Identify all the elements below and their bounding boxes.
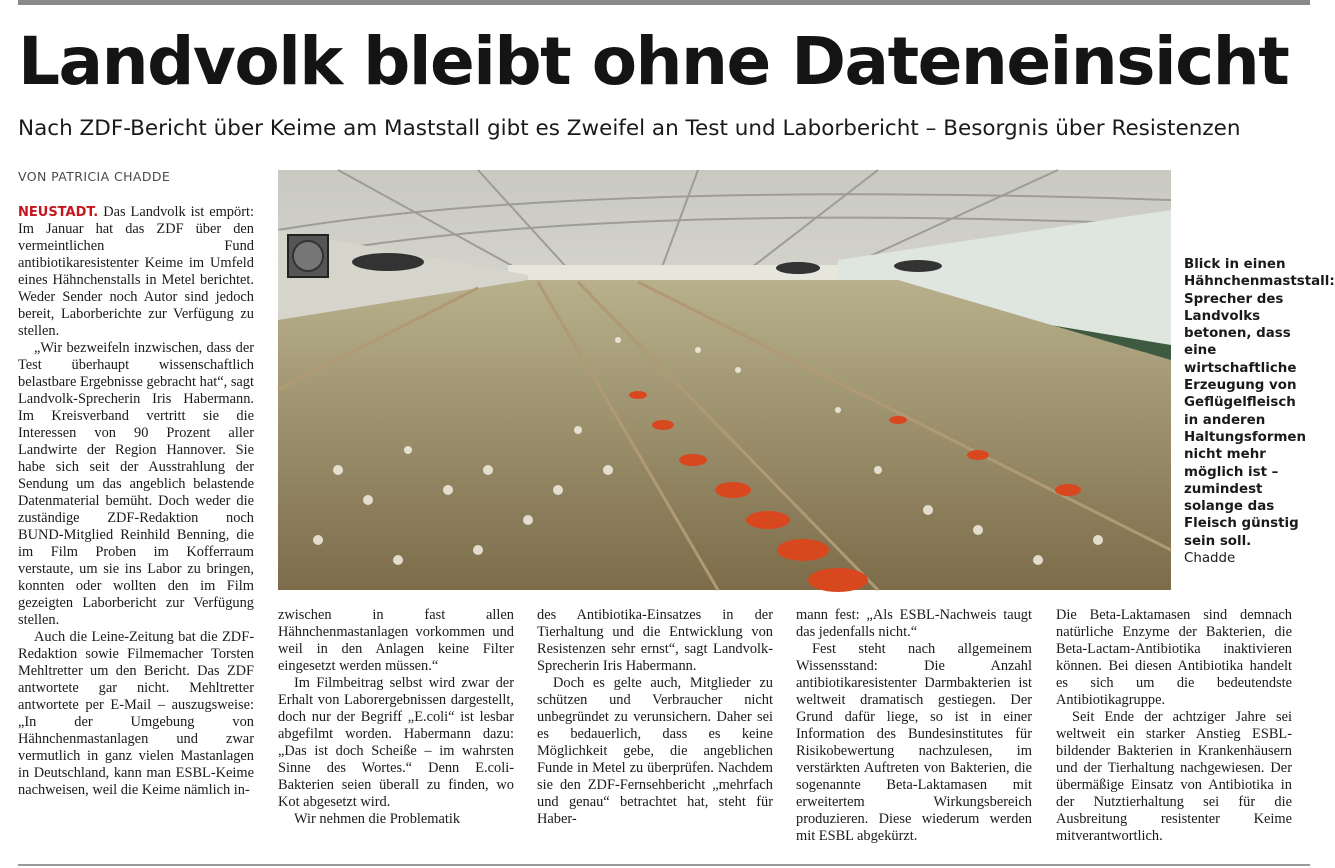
paragraph: Die Beta-Laktamasen sind demnach natürliche Enzyme der Bakterien, die Beta-Lactam-Antibiotika inaktivieren können. Bei diesen Antibiotika handelt es sich um die bedeutendste Antibiotikagruppe. — [1056, 607, 1292, 708]
caption-text: Blick in einen Hähnchenmaststall: Sprecher des Landvolks betonen, dass eine wirtschaftliche Erzeugung von Geflügelfleisch in anderen Haltungsformen nicht mehr möglich ist – zumindest solange das Fleisch günstig sein soll. — [1184, 257, 1335, 549]
column-2 — [278, 607, 514, 862]
paragraph: „Wir bezweifeln inzwischen, dass der Test überhaupt wissenschaftlich belastbare Ergebnisse gebracht hat“, sagt Landvolk-Sprecherin Iris Habermann. Im Kreisverband vertritt sie die Interessen von 90 Prozent aller Landwirte der Region Hannover. Sie habe sich seit der Ausstrahlung der Sendung um das angeblich belastende Datenmaterial bemüht. Doch weder die zuständige ZDF-Redaktion noch BUND-Mitglied Reinhild Benning, die im Film Proben im Kofferraum verstaute, um sie ins Labor zu bringen, konnten oder wollten den im Film gezeigten Laborbericht zur Verfügung stellen. — [18, 340, 254, 628]
paragraph: des Antibiotika-Einsatzes in der Tierhaltung und die Entwicklung von Resistenzen sehr ernst“, sagt Landvolk-Sprecherin Iris Habermann. — [537, 607, 773, 674]
paragraph: Wir nehmen die Problematik — [294, 811, 461, 827]
paragraph-text: Das Landvolk ist empört: Im Januar hat das ZDF über den vermeintlichen Fund antibiotikaresistenter Keime im Umfeld eines Hähnchenstalls in Metel berichtet. Weder Sender noch Autor sind jedoch bereit, Laborberichte zur Verfügung zu stellen. — [18, 204, 254, 339]
headline: Landvolk bleibt ohne Dateneinsicht — [18, 23, 1289, 100]
paragraph: Auch die Leine-Zeitung bat die ZDF-Redaktion sowie Filmemacher Torsten Mehltretter um den Bericht. Das ZDF antwortete gar nicht. Mehltretter antwortete per E-Mail – auszugsweise: „In der Umgebung von Hähnchenmastanlagen und zwar vermutlich in ganz vielen Mastanlagen in Deutschland, kann man ESBL-Keime nachweisen, weil die Keime nämlich in- — [18, 629, 254, 798]
column-5 — [1056, 607, 1292, 862]
byline: VON PATRICIA CHADDE — [18, 169, 171, 184]
paragraph: zwischen in fast allen Hähnchenmastanlagen vorkommen und weil in den Anlagen keine Filter eingesetzt werden müssen.“ — [278, 607, 514, 674]
chicken-barn-photo — [278, 170, 1171, 590]
bottom-rule — [18, 864, 1310, 866]
paragraph: Doch es gelte auch, Mitglieder zu schützen und Verbraucher nicht unbegründet zu verunsichern. Daher sei es bedauerlich, dass es keine Möglichkeit gebe, die angeblichen Funde in Metel zu überprüfen. Nachdem sie den ZDF-Fernsehbericht „mehrfach und genau“ betrachtet hat, steht für Haber- — [537, 675, 773, 827]
column-4 — [796, 607, 1032, 862]
column-1 — [18, 204, 254, 862]
paragraph: Fest steht nach allgemeinem Wissensstand: Die Anzahl antibiotikaresistenter Darmbakterien ist weltweit dramatisch gestiegen. Der Grund dafür liege, so ist in einer Information des Bundesinstitutes für Risikobewertung nachzulesen, im verstärkten Auftreten von Bakterien, die sogenannte Beta-Laktamasen mit erweitertem Wirkungsbereich produzieren. Diese wiederum werden mit ESBL abgekürzt. — [796, 641, 1032, 844]
photo-caption — [1184, 256, 1335, 567]
paragraph: Im Filmbeitrag selbst wird zwar der Erhalt von Laborergebnissen dargestellt, doch nur der Begriff „E.coli“ ist lesbar abgefilmt worden. Habermann dazu: „Das ist doch Scheiße – im wahrsten Sinne des Wortes.“ Denn E.coli-Bakterien seien überall zu finden, wo Kot abgesetzt wird. — [278, 675, 514, 810]
paragraph: Seit Ende der achtziger Jahre sei weltweit ein starker Anstieg ESBL-bildender Bakterien in Krankenhäusern und der Tierhaltung nachgewiesen. Der übermäßige Einsatz von Antibiotika in der Nutztierhaltung sei für die Ausbreitung resistenter Keime mitverantwortlich. — [1056, 709, 1292, 844]
photo-credit: Chadde — [1184, 551, 1236, 567]
paragraph — [18, 204, 254, 340]
subheadline: Nach ZDF-Bericht über Keime am Maststall gibt es Zweifel an Test und Laborbericht – Besorgnis über Resistenzen — [18, 116, 1241, 141]
paragraph: mann fest: „Als ESBL-Nachweis taugt das jedenfalls nicht.“ — [796, 607, 1032, 640]
column-3 — [537, 607, 773, 862]
top-rule — [18, 0, 1310, 5]
dateline: NEUSTADT. — [18, 205, 99, 220]
